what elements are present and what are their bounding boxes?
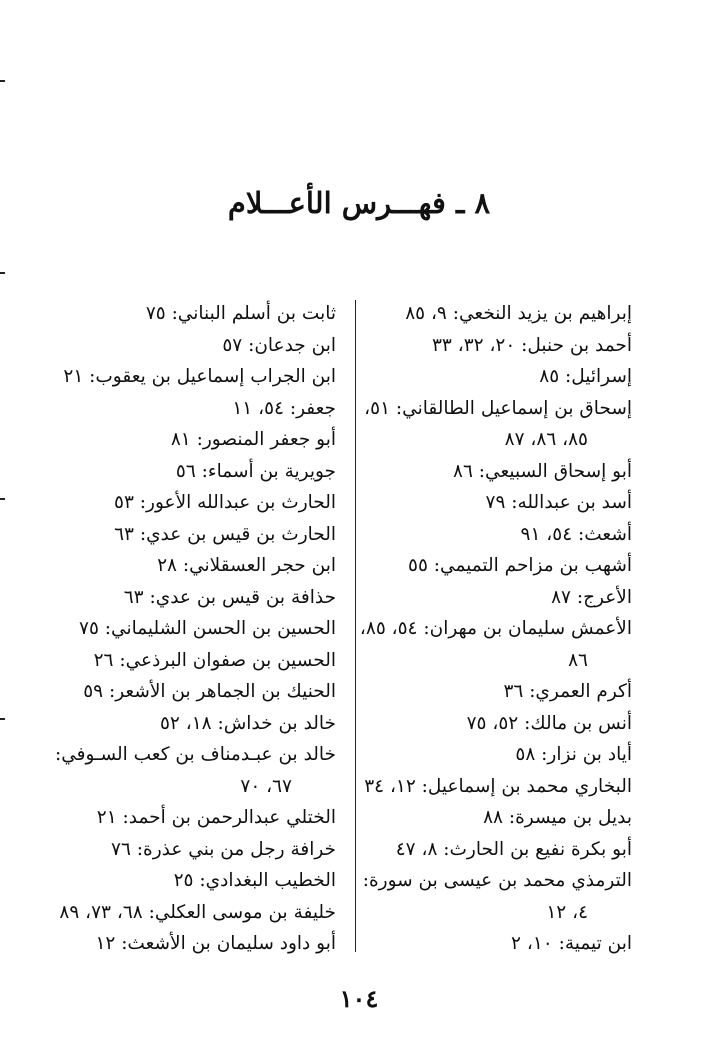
index-entry: أبو بكرة نفيع بن الحارث: ٨، ٤٧ bbox=[395, 838, 632, 860]
index-entry: البخاري محمد بن إسماعيل: ١٢، ٣٤ bbox=[364, 775, 632, 797]
index-entry: إبراهيم بن يزيد النخعي: ٩، ٨٥ bbox=[405, 303, 632, 324]
index-entry: الحسين بن الحسن الشليماني: ٧٥ bbox=[79, 618, 336, 639]
index-entry-continuation: ٦٧، ٧٠ bbox=[240, 775, 292, 797]
index-entry: أبو داود سليمان بن الأشعث: ١٢ bbox=[95, 933, 336, 954]
index-entry: ابن جدعان: ٥٧ bbox=[222, 334, 336, 356]
index-entry: أبو إسحاق السبيعي: ٨٦ bbox=[453, 460, 632, 482]
edge-mark bbox=[0, 718, 5, 720]
index-entry: الختلي عبدالرحمن بن أحمد: ٢١ bbox=[96, 807, 336, 828]
index-entry: الحنيك بن الجماهر بن الأشعر: ٥٩ bbox=[83, 681, 336, 702]
index-entry: أسد بن عبدالله: ٧٩ bbox=[485, 492, 632, 513]
index-entry: خرافة رجل من بني عذرة: ٧٦ bbox=[111, 838, 336, 860]
index-entry: أحمد بن حنبل: ٢٠، ٣٢، ٣٣ bbox=[431, 334, 632, 356]
index-entry: الأعرج: ٨٧ bbox=[551, 586, 632, 608]
index-entry: الخطيب البغدادي: ٢٥ bbox=[173, 870, 336, 891]
index-entry: الترمذي محمد بن عيسى بن سورة: bbox=[362, 870, 632, 891]
index-entry: جويرية بن أسماء: ٥٦ bbox=[175, 460, 336, 482]
page-title: ٨ ـ فهـــرس الأعـــلام bbox=[227, 186, 491, 220]
column-divider bbox=[355, 300, 356, 952]
index-entry: إسرائيل: ٨٥ bbox=[539, 366, 632, 387]
index-entry: خالد بن عبـدمناف بن كعب السـوفي: bbox=[55, 744, 336, 765]
index-entry: إسحاق بن إسماعيل الطالقاني: ٥١، bbox=[364, 397, 632, 419]
index-column-left bbox=[46, 298, 336, 960]
edge-mark bbox=[0, 498, 5, 500]
index-entry: حذافة بن قيس بن عدي: ٦٣ bbox=[123, 586, 336, 608]
index-entry: خالد بن خداش: ١٨، ٥٢ bbox=[159, 712, 336, 734]
index-entry: أنس بن مالك: ٥٢، ٧٥ bbox=[466, 712, 632, 734]
index-column-right bbox=[359, 298, 632, 960]
index-entry: الحسين بن صفوان البرذعي: ٢٦ bbox=[93, 649, 336, 671]
edge-mark bbox=[0, 80, 5, 82]
index-entry: ابن تيمية: ١٠، ٢ bbox=[511, 933, 632, 954]
index-entry: الحارث بن قيس بن عدي: ٦٣ bbox=[114, 523, 336, 545]
index-entry: الحارث بن عبدالله الأعور: ٥٣ bbox=[114, 492, 336, 513]
index-entry-continuation: ٤، ١٢ bbox=[546, 901, 588, 923]
index-entry: أشعث: ٥٤، ٩١ bbox=[520, 523, 632, 545]
index-entry-continuation: ٨٥، ٨٦، ٨٧ bbox=[504, 429, 588, 450]
index-entry: ابن حجر العسقلاني: ٢٨ bbox=[157, 555, 336, 576]
index-entry: ابن الجراب إسماعيل بن يعقوب: ٢١ bbox=[63, 366, 336, 387]
index-entry-continuation: ٨٦ bbox=[568, 649, 588, 671]
index-entry: ثابت بن أسلم البناني: ٧٥ bbox=[145, 303, 336, 324]
index-entry: بديل بن ميسرة: ٨٨ bbox=[483, 807, 632, 828]
index-entry: أبو جعفر المنصور: ٨١ bbox=[170, 429, 336, 450]
index-entry: جعفر: ٥٤، ١١ bbox=[232, 397, 336, 419]
index-entry: خليفة بن موسى العكلي: ٦٨، ٧٣، ٨٩ bbox=[59, 901, 336, 923]
index-entry: أياد بن نزار: ٥٨ bbox=[515, 744, 632, 765]
edge-mark bbox=[0, 272, 5, 274]
index-entry: الأعمش سليمان بن مهران: ٥٤، ٨٥، bbox=[359, 618, 632, 639]
index-entry: أشهب بن مزاحم التميمي: ٥٥ bbox=[408, 555, 632, 576]
page-number: ١٠٤ bbox=[339, 984, 379, 1013]
index-entry: أكرم العمري: ٣٦ bbox=[503, 681, 632, 702]
